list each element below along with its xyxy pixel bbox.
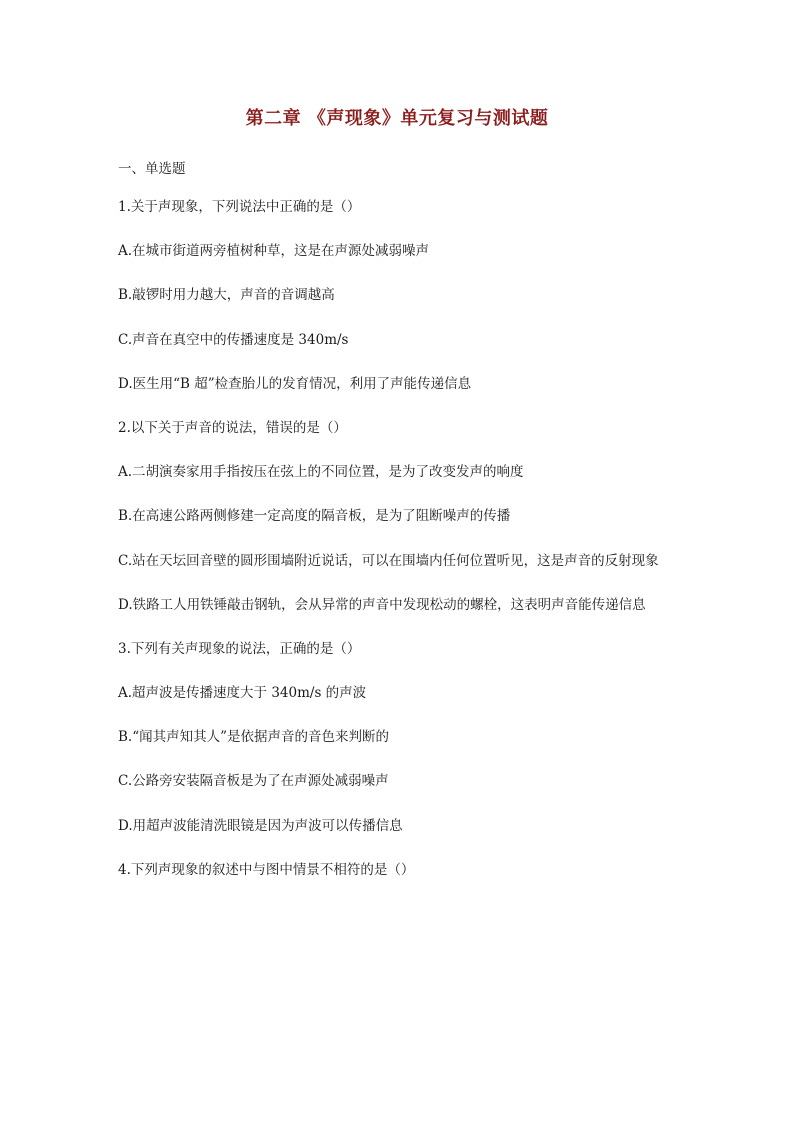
question-1-option-a: A.在城市街道两旁植树种草，这是在声源处减弱噪声 bbox=[118, 243, 430, 260]
question-3-option-d: D.用超声波能清洗眼镜是因为声波可以传播信息 bbox=[118, 817, 403, 834]
question-4-stem: 4.下列声现象的叙述中与图中情景不相符的是（） bbox=[118, 861, 415, 878]
question-3-stem: 3.下列有关声现象的说法，正确的是（） bbox=[118, 640, 361, 657]
question-1-option-c: C.声音在真空中的传播速度是 340m/s bbox=[118, 331, 349, 348]
question-2-option-c: C.站在天坛回音壁的圆形围墙附近说话，可以在围墙内任何位置听见，这是声音的反射现象 bbox=[118, 552, 659, 569]
document-title: 第二章 《声现象》单元复习与测试题 bbox=[245, 108, 549, 129]
question-2-option-d: D.铁路工人用铁锤敲击钢轨，会从异常的声音中发现松动的螺栓，这表明声音能传递信息 bbox=[118, 596, 646, 613]
question-2-option-a: A.二胡演奏家用手指按压在弦上的不同位置，是为了改变发声的响度 bbox=[118, 464, 524, 481]
question-2-stem: 2.以下关于声音的说法，错误的是（） bbox=[118, 419, 347, 436]
question-3-option-c: C.公路旁安装隔音板是为了在声源处减弱噪声 bbox=[118, 773, 389, 790]
question-1-option-b: B.敲锣时用力越大，声音的音调越高 bbox=[118, 287, 335, 304]
question-1-stem: 1.关于声现象，下列说法中正确的是（） bbox=[118, 199, 361, 215]
section-heading: 一、单选题 bbox=[118, 161, 186, 177]
question-3-option-b: B.“闻其声知其人”是依据声音的音色来判断的 bbox=[118, 729, 390, 746]
question-list bbox=[118, 196, 738, 903]
question-3-option-a: A.超声波是传播速度大于 340m/s 的声波 bbox=[118, 685, 367, 702]
question-2-option-b: B.在高速公路两侧修建一定高度的隔音板，是为了阻断噪声的传播 bbox=[118, 508, 511, 525]
question-1-option-d: D.医生用“B 超”检查胎儿的发育情况，利用了声能传递信息 bbox=[118, 375, 472, 392]
